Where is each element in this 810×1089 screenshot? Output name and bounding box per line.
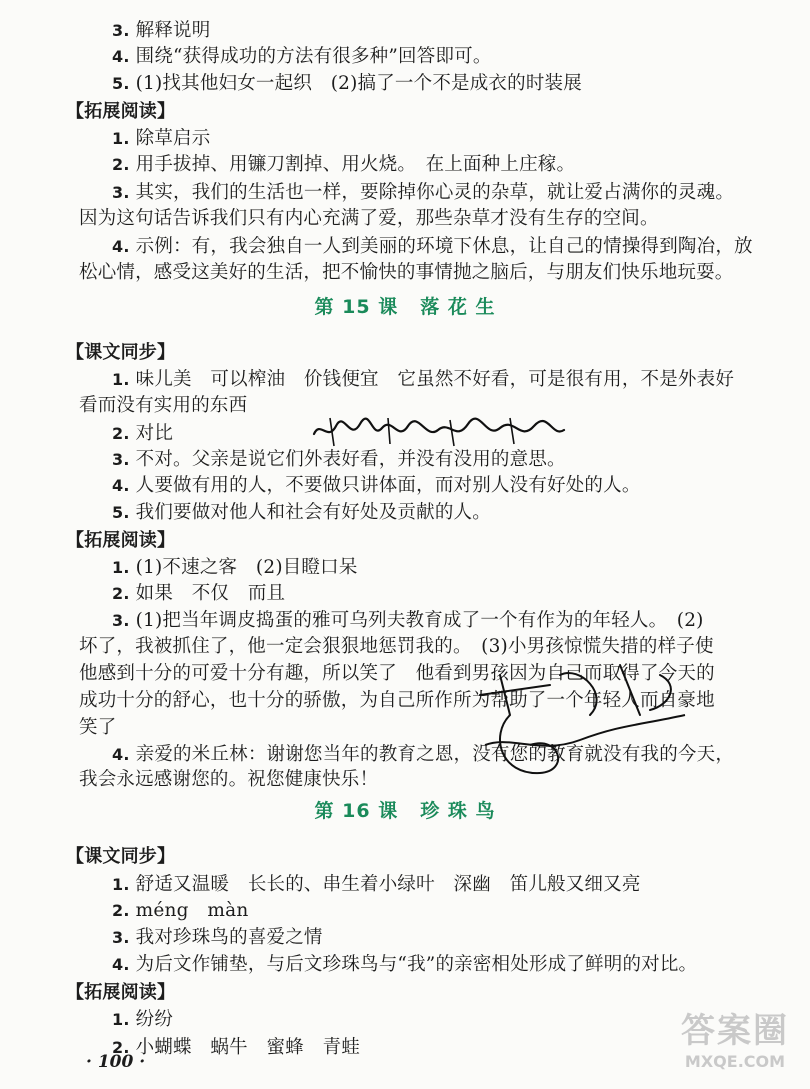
answer-item [112, 473, 810, 499]
lesson-name: 落 花 生 [420, 296, 496, 318]
item-number: 4. [112, 745, 130, 764]
item-number: 5. [112, 503, 130, 522]
item-number: 1. [112, 558, 130, 577]
item-number: 1. [112, 370, 130, 389]
item-text: (1)不速之客 (2)目瞪口呆 [135, 557, 358, 578]
item-text: 舒适又温暖 长长的、串生着小绿叶 深幽 笛儿般又细又亮 [135, 874, 641, 895]
lesson-number: 第 16 课 [314, 800, 399, 822]
item-number: 2. [112, 1038, 130, 1057]
answer-item [112, 555, 810, 581]
item-number: 2. [112, 901, 130, 920]
lesson-title [0, 796, 810, 823]
corner-watermark [670, 1003, 800, 1083]
section-heading: 【课文同步】 [66, 846, 176, 867]
item-text: 解释说明 [135, 20, 211, 41]
continuation-line: 看而没有实用的东西 [79, 395, 248, 416]
item-number: 3. [112, 611, 130, 630]
answer-item [112, 71, 810, 97]
answer-item [112, 742, 810, 768]
continuation-line: 松心情，感受这美好的生活，把不愉快的事情抛之脑后，与朋友们快乐地玩耍。 [79, 262, 734, 283]
item-text: 亲爱的米丘林：谢谢您当年的教育之恩，没有您的教育就没有我的今天， [135, 744, 735, 765]
item-number: 2. [112, 584, 130, 603]
item-text: 我对珍珠鸟的喜爱之情 [135, 927, 323, 948]
item-text: 围绕“获得成功的方法有很多种”回答即可。 [135, 46, 492, 67]
item-text: méng màn [135, 900, 249, 921]
item-text: (1)找其他妇女一起织 (2)搞了一个不是成衣的时装展 [135, 73, 582, 94]
item-number: 4. [112, 955, 130, 974]
answer-item [112, 234, 810, 260]
section-heading: 【拓展阅读】 [66, 530, 176, 551]
answer-item [112, 898, 810, 924]
continuation-line: 坏了，我被抓住了，他一定会狠狠地惩罚我的。 (3)小男孩惊慌失措的样子使 [79, 636, 714, 657]
continuation-line: 笑了 [79, 717, 117, 738]
item-text: 我们要做对他人和社会有好处及贡献的人。 [135, 502, 491, 523]
item-number: 4. [112, 47, 130, 66]
answer-item [112, 872, 810, 898]
item-text: 小蝴蝶 蜗牛 蜜蜂 青蛙 [135, 1037, 361, 1058]
lesson-number: 第 15 课 [314, 296, 399, 318]
item-number: 1. [112, 1010, 130, 1029]
item-text: 其实，我们的生活也一样，要除掉你心灵的杂草，就让爱占满你的灵魂。 [135, 182, 735, 203]
corner-watermark-logo: 答案圈 [681, 1011, 789, 1051]
section-heading: 【拓展阅读】 [66, 982, 176, 1003]
item-text: 如果 不仅 而且 [135, 583, 286, 604]
item-number: 3. [112, 450, 130, 469]
answer-item [112, 952, 810, 978]
item-number: 3. [112, 183, 130, 202]
answer-item [112, 608, 810, 634]
item-text: 除草启示 [135, 128, 211, 149]
handwritten-note [310, 412, 570, 452]
lesson-name: 珍 珠 鸟 [420, 800, 496, 822]
item-text: 味儿美 可以榨油 价钱便宜 它虽然不好看，可是很有用，不是外表好 [135, 369, 735, 390]
continuation-line: 成功十分的舒心，也十分的骄傲，为自己所作所为帮助了一个年轻人而自豪地 [79, 690, 715, 711]
lesson-title [0, 292, 810, 319]
answer-item [112, 500, 810, 526]
item-number: 2. [112, 155, 130, 174]
item-number: 2. [112, 424, 130, 443]
item-number: 1. [112, 129, 130, 148]
continuation-line: 他感到十分的可爱十分有趣，所以笑了 他看到男孩因为自己而取得了今天的 [79, 663, 715, 684]
answer-item [112, 581, 810, 607]
item-number: 4. [112, 476, 130, 495]
continuation-line: 我会永远感谢您的。祝您健康快乐！ [79, 769, 379, 790]
section-heading: 【拓展阅读】 [66, 101, 176, 122]
item-number: 5. [112, 74, 130, 93]
item-text: 人要做有用的人，不要做只讲体面，而对别人没有好处的人。 [135, 475, 641, 496]
answer-item [112, 126, 810, 152]
answer-item [112, 925, 810, 951]
section-heading: 【课文同步】 [66, 342, 176, 363]
item-number: 1. [112, 875, 130, 894]
item-text: 纷纷 [135, 1009, 174, 1030]
answer-item [112, 44, 810, 70]
answer-item [112, 18, 810, 44]
answer-item [112, 152, 810, 178]
answer-item [112, 367, 810, 393]
item-number: 3. [112, 928, 130, 947]
item-text: 用手拔掉、用镰刀割掉、用火烧。 在上面种上庄稼。 [135, 154, 576, 175]
page-number: · 100 · [86, 1052, 146, 1072]
item-text: 对比 [135, 423, 174, 444]
item-number: 4. [112, 237, 130, 256]
item-text: 示例：有，我会独自一人到美丽的环境下休息，让自己的情操得到陶冶，放 [135, 236, 753, 257]
item-text: 不对。父亲是说它们外表好看，并没有没用的意思。 [135, 449, 566, 470]
corner-watermark-url: MXQE.COM [684, 1052, 786, 1071]
answer-item [112, 180, 810, 206]
continuation-line: 因为这句话告诉我们只有内心充满了爱，那些杂草才没有生存的空间。 [79, 208, 659, 229]
item-text: (1)把当年调皮捣蛋的雅可乌列夫教育成了一个有作为的年轻人。 (2) [135, 610, 704, 631]
item-number: 3. [112, 21, 130, 40]
item-text: 为后文作铺垫，与后文珍珠鸟与“我”的亲密相处形成了鲜明的对比。 [135, 954, 698, 975]
